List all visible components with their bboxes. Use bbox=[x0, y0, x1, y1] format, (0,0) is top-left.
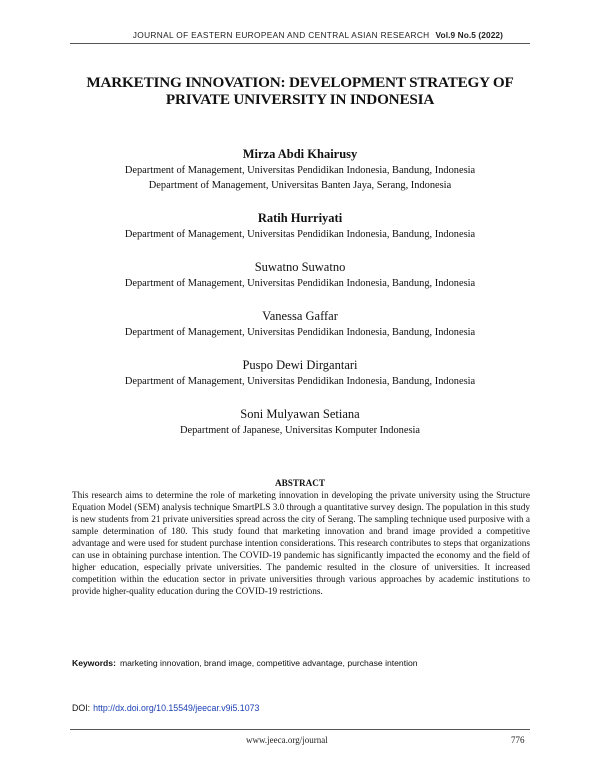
author-block bbox=[40, 259, 560, 291]
title-line-1: MARKETING INNOVATION: DEVELOPMENT STRATEGY OF bbox=[86, 74, 514, 91]
author-name: Puspo Dewi Dirgantari bbox=[242, 358, 358, 372]
author-affiliation: Department of Japanese, Universitas Komputer Indonesia bbox=[179, 425, 421, 436]
journal-volume: Vol.9 No.5 (2022) bbox=[435, 30, 503, 40]
author-name: Mirza Abdi Khairusy bbox=[242, 147, 358, 161]
title-line-2: PRIVATE UNIVERSITY IN INDONESIA bbox=[165, 91, 435, 108]
footer-url: www.jeeca.org/journal bbox=[246, 735, 328, 745]
journal-header bbox=[133, 30, 503, 40]
abstract-heading: ABSTRACT bbox=[274, 478, 326, 488]
author-block bbox=[40, 308, 560, 340]
author-block bbox=[40, 146, 560, 193]
author-name: Vanessa Gaffar bbox=[262, 309, 338, 323]
author-name: Soni Mulyawan Setiana bbox=[240, 407, 360, 421]
author-block bbox=[40, 357, 560, 389]
journal-name: JOURNAL OF EASTERN EUROPEAN AND CENTRAL ASIAN RESEARCH bbox=[132, 30, 430, 40]
keywords-text: marketing innovation, brand image, competitive advantage, purchase intention bbox=[119, 658, 418, 668]
header-rule bbox=[70, 43, 530, 44]
author-affiliation: Department of Management, Universitas Pendidikan Indonesia, Bandung, Indonesia bbox=[124, 165, 476, 176]
author-block bbox=[40, 406, 560, 438]
author-affiliation: Department of Management, Universitas Banten Jaya, Serang, Indonesia bbox=[148, 180, 452, 191]
abstract-text: This research aims to determine the role of marketing innovation in developing the private university using the Structure Equation Model (SEM) analysis technique SmartPLS 3.0 through a quantitative survey design. The population in this study is new students from 21 private universities spread across the city of Serang. The sampling technique used purposive with a sample determination of 180. This study found that marketing innovation and brand image provided a competitive advantage and were used for student purchase intention considerations. This research contributes to steps that organizations can use in obtaining purchase intention. The COVID-19 pandemic has significantly impacted the economy and the field of higher education, especially private universities. The pandemic resulted in the closure of universities. It increased competition within the education sector in private universities through various approaches by academic institutions to provide higher-quality education during the COVID-19 restrictions. bbox=[72, 491, 530, 597]
author-affiliation: Department of Management, Universitas Pendidikan Indonesia, Bandung, Indonesia bbox=[124, 376, 476, 387]
author-affiliation: Department of Management, Universitas Pendidikan Indonesia, Bandung, Indonesia bbox=[124, 278, 476, 289]
footer-rule bbox=[70, 729, 530, 730]
page-number: 776 bbox=[511, 735, 525, 745]
author-affiliation: Department of Management, Universitas Pendidikan Indonesia, Bandung, Indonesia bbox=[124, 327, 476, 338]
author-affiliation: Department of Management, Universitas Pendidikan Indonesia, Bandung, Indonesia bbox=[124, 229, 476, 240]
author-list bbox=[40, 146, 560, 455]
doi-link[interactable]: http://dx.doi.org/10.15549/jeecar.v9i5.1073 bbox=[93, 703, 260, 713]
author-block bbox=[40, 210, 560, 242]
keywords-line bbox=[72, 658, 532, 668]
author-name: Suwatno Suwatno bbox=[254, 260, 346, 274]
doi-label: DOI: bbox=[72, 703, 91, 713]
author-name: Ratih Hurriyati bbox=[257, 211, 343, 225]
doi-line bbox=[72, 703, 259, 713]
paper-title bbox=[60, 74, 540, 108]
keywords-label: Keywords: bbox=[72, 658, 116, 668]
